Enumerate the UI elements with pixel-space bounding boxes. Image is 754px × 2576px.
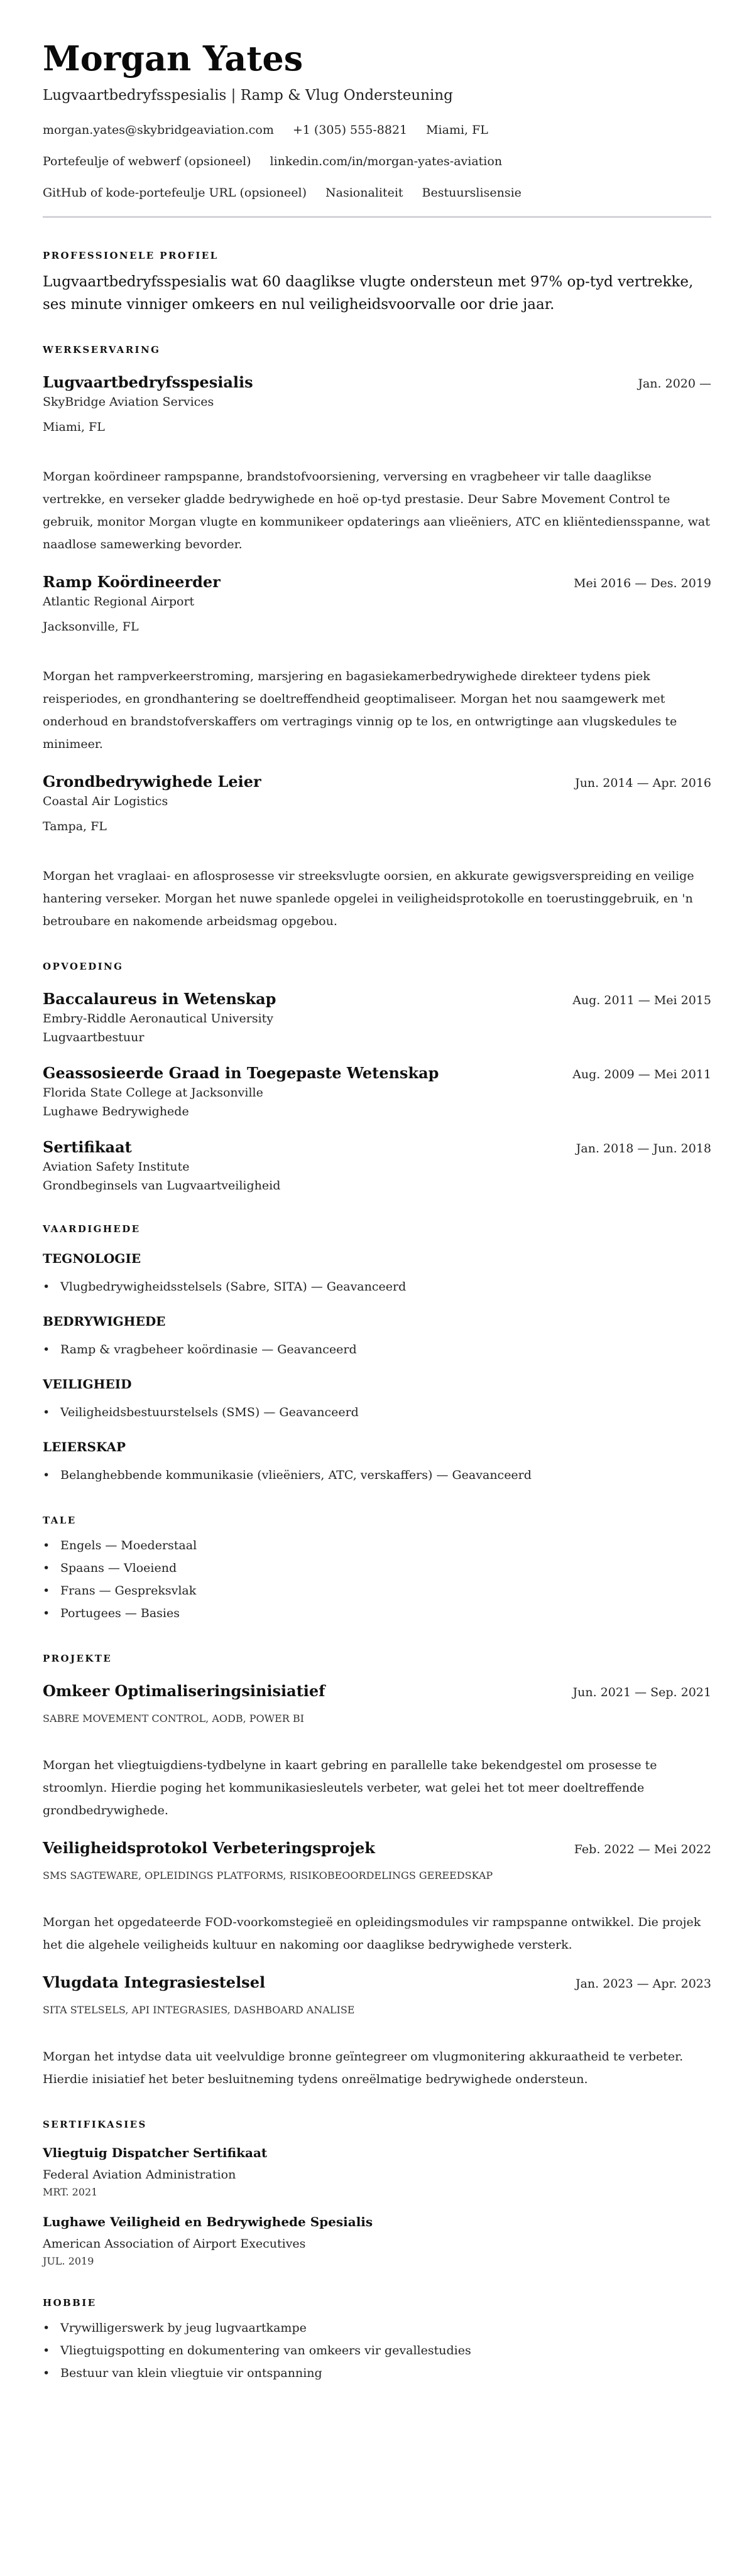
skill-category: VEILIGHEID: [43, 1377, 132, 1392]
certifications-section: [43, 2118, 711, 2269]
field-of-study: Lugvaartbestuur: [43, 1031, 145, 1044]
hobby-item: • Bestuur van klein vliegtuie vir ontspanning: [43, 2362, 711, 2384]
project-entry: [43, 1838, 711, 1956]
education-dates: Jan. 2018 — Jun. 2018: [576, 1142, 711, 1155]
company-name: Coastal Air Logistics: [43, 794, 168, 808]
skill-category: LEIERSKAP: [43, 1439, 126, 1454]
section-heading: HOBBIE: [43, 2297, 97, 2308]
job-dates: Jun. 2014 — Apr. 2016: [575, 776, 711, 790]
job-dates: Mei 2016 — Des. 2019: [574, 576, 711, 590]
project-technologies: SABRE MOVEMENT CONTROL, AODB, POWER BI: [43, 1713, 304, 1724]
job-title: Lugvaartbedryfsspesialis: [43, 373, 253, 391]
job-location: Miami, FL: [43, 420, 105, 434]
project-technologies: SMS SAGTEWARE, OPLEIDINGS PLATFORMS, RISIKOBEOORDELINGS GEREEDSKAP: [43, 1870, 493, 1881]
entry-header: [43, 1838, 711, 1858]
field-of-study: Lughawe Bedrywighede: [43, 1105, 189, 1118]
entry-header: [43, 1137, 711, 1157]
project-dates: Feb. 2022 — Mei 2022: [574, 1843, 711, 1856]
language-item: • Spaans — Vloeiend: [43, 1557, 711, 1579]
project-technologies: SITA STELSELS, API INTEGRASIES, DASHBOARD ANALISE: [43, 2004, 355, 2016]
skill-list: [43, 1275, 711, 1298]
education-section: [43, 960, 711, 1195]
skill-list: [43, 1401, 711, 1424]
language-item: • Engels — Moederstaal: [43, 1534, 711, 1557]
job-location: Tampa, FL: [43, 820, 107, 833]
contact-item: Bestuurslisensie: [422, 186, 522, 200]
section-heading: WERKSERVARING: [43, 344, 161, 355]
candidate-subtitle: Lugvaartbedryfsspesialis | Ramp & Vlug Ondersteuning: [43, 87, 453, 104]
experience-section: [43, 344, 711, 933]
company-name: SkyBridge Aviation Services: [43, 395, 214, 409]
hobby-item: • Vliegtuigspotting en dokumentering van omkeers vir gevallestudies: [43, 2339, 711, 2362]
institution-name: Aviation Safety Institute: [43, 1160, 190, 1174]
project-title: Omkeer Optimaliseringsinisiatief: [43, 1682, 325, 1700]
project-title: Veiligheidsprotokol Verbeteringsprojek: [43, 1839, 375, 1857]
company-name: Atlantic Regional Airport: [43, 595, 195, 609]
skill-item: • Vlugbedrywigheidsstelsels (Sabre, SITA) — Geavanceerd: [43, 1275, 711, 1298]
skills-section: [43, 1223, 711, 1486]
skill-list: [43, 1464, 711, 1486]
experience-entry: [43, 772, 711, 933]
entry-header: [43, 572, 711, 592]
job-dates: Jan. 2020 —: [638, 377, 711, 391]
degree-title: Sertifikaat: [43, 1138, 132, 1156]
certification-issuer: American Association of Airport Executives: [43, 2237, 306, 2251]
section-heading: OPVOEDING: [43, 961, 124, 972]
certification-date: MRT. 2021: [43, 2186, 98, 2198]
contact-row: [43, 185, 711, 201]
skill-item: • Belanghebbende kommunikasie (vlieëniers, ATC, verskaffers) — Geavanceerd: [43, 1464, 711, 1486]
entry-header: [43, 772, 711, 792]
section-heading: PROJEKTE: [43, 1653, 112, 1664]
language-list: [43, 1534, 711, 1625]
certification-date: JUL. 2019: [43, 2255, 94, 2267]
project-description: Morgan het intydse data uit veelvuldige bronne geïntegreer om vlugmonitering akkuraatheid te verbeter. Hierdie inisiatief het beter besluitneming tydens onreëlmatige bedrywighede ondersteun.: [43, 2050, 684, 2086]
skill-item: • Veiligheidsbestuurstelsels (SMS) — Geavanceerd: [43, 1401, 711, 1424]
entry-header: [43, 1063, 711, 1083]
hobbies-section: [43, 2297, 711, 2384]
contact-item: GitHub of kode-portefeulje URL (opsioneel): [43, 186, 307, 200]
section-heading: PROFESSIONELE PROFIEL: [43, 250, 219, 261]
contact-item: linkedin.com/in/morgan-yates-aviation: [270, 154, 503, 168]
resume-header: [43, 36, 711, 201]
contact-item: +1 (305) 555-8821: [292, 123, 408, 137]
certification-entry: [43, 2143, 711, 2200]
experience-entry: [43, 572, 711, 755]
contact-info: [43, 122, 711, 201]
projects-section: [43, 1652, 711, 2091]
project-dates: Jun. 2021 — Sep. 2021: [572, 1686, 711, 1699]
profile-section: [43, 249, 711, 316]
contact-row: [43, 153, 711, 170]
job-title: Grondbedrywighede Leier: [43, 772, 261, 791]
project-entry: [43, 1681, 711, 1822]
candidate-name: Morgan Yates: [43, 38, 303, 78]
education-dates: Aug. 2011 — Mei 2015: [572, 993, 711, 1007]
section-heading: VAARDIGHEDE: [43, 1223, 141, 1235]
hobby-item: • Vrywilligerswerk by jeug lugvaartkampe: [43, 2317, 711, 2339]
contact-item: Portefeulje of webwerf (opsioneel): [43, 154, 251, 168]
languages-section: [43, 1514, 711, 1625]
language-item: • Portugees — Basies: [43, 1602, 711, 1625]
project-description: Morgan het vliegtuigdiens-tydbelyne in kaart gebring en parallelle take bekendgestel om prosesse te stroomlyn. Hierdie poging het kommunikasiesleutels verbeter, wat gelei het tot meer doeltreffende grondbedrywighede.: [43, 1758, 657, 1817]
skill-category: BEDRYWIGHEDE: [43, 1314, 166, 1329]
education-entry: [43, 989, 711, 1047]
contact-row: [43, 122, 711, 138]
institution-name: Embry-Riddle Aeronautical University: [43, 1012, 274, 1026]
header-divider: [43, 216, 711, 218]
profile-summary: Lugvaartbedryfsspesialis wat 60 daaglikse vlugte ondersteun met 97% op-tyd vertrekke, ses minute vinniger omkeers en nul veiligheidsvoorvalle oor drie jaar.: [43, 274, 694, 313]
project-dates: Jan. 2023 — Apr. 2023: [575, 1977, 711, 1991]
field-of-study: Grondbeginsels van Lugvaartveiligheid: [43, 1179, 281, 1193]
section-heading: TALE: [43, 1515, 77, 1526]
project-description: Morgan het opgedateerde FOD-voorkomstegieë en opleidingsmodules vir rampspanne ontwikkel. Die projek het die algehele veiligheids kultuur en nakoming oor daaglikse bedrywighede versterk.: [43, 1915, 701, 1952]
degree-title: Geassosieerde Graad in Toegepaste Wetenskap: [43, 1064, 439, 1082]
job-title: Ramp Koördineerder: [43, 573, 221, 591]
contact-item: Miami, FL: [426, 123, 488, 137]
job-description: Morgan het rampverkeerstroming, marsjering en bagasiekamerbedrywighede direkteer tydens piek reisperiodes, en grondhantering se doeltreffendheid geoptimaliseer. Morgan het nou saamgewerk met onderhoud en brandstofverskaffers om vertragings vinnig op te los, en ontwrigtinge aan vlugskedules te minimeer.: [43, 669, 677, 751]
education-entry: [43, 1063, 711, 1121]
certification-title: Vliegtuig Dispatcher Sertifikaat: [43, 2145, 268, 2160]
certification-entry: [43, 2212, 711, 2269]
education-dates: Aug. 2009 — Mei 2011: [572, 1068, 711, 1081]
contact-item: Nasionaliteit: [325, 186, 403, 200]
institution-name: Florida State College at Jacksonville: [43, 1086, 263, 1100]
entry-header: [43, 1681, 711, 1701]
education-entry: [43, 1137, 711, 1195]
project-title: Vlugdata Integrasiestelsel: [43, 1973, 266, 1991]
hobby-list: [43, 2317, 711, 2384]
language-item: • Frans — Gespreksvlak: [43, 1579, 711, 1602]
job-location: Jacksonville, FL: [43, 620, 139, 634]
skill-item: • Ramp & vragbeheer koördinasie — Geavanceerd: [43, 1338, 711, 1361]
skill-list: [43, 1338, 711, 1361]
contact-item: morgan.yates@skybridgeaviation.com: [43, 123, 274, 137]
project-entry: [43, 1973, 711, 2091]
degree-title: Baccalaureus in Wetenskap: [43, 990, 276, 1008]
skill-category: TEGNOLOGIE: [43, 1251, 141, 1266]
job-description: Morgan koördineer rampspanne, brandstofvoorsiening, verversing en vragbeheer vir talle daaglikse vertrekke, en verseker gladde bedrywighede en hoë op-tyd prestasie. Deur Sabre Movement Control te gebruik, monitor Morgan vlugte en kommunikeer opdaterings aan vlieëniers, ATC en kliëntediensspanne, wat naadlose samewerking bevorder.: [43, 470, 710, 551]
entry-header: [43, 989, 711, 1009]
section-heading: SERTIFIKASIES: [43, 2119, 147, 2130]
certification-title: Lughawe Veiligheid en Bedrywighede Spesialis: [43, 2214, 373, 2229]
experience-entry: [43, 372, 711, 556]
job-description: Morgan het vraglaai- en aflosprosesse vir streeksvlugte oorsien, en akkurate gewigsverspreiding en veilige hantering verseker. Morgan het nuwe spanlede opgelei in veiligheidsprotokolle en toerustinggebruik, en 'n betroubare en nakomende arbeidsmag opgebou.: [43, 869, 694, 928]
certification-issuer: Federal Aviation Administration: [43, 2168, 236, 2182]
entry-header: [43, 372, 711, 392]
entry-header: [43, 1973, 711, 1993]
